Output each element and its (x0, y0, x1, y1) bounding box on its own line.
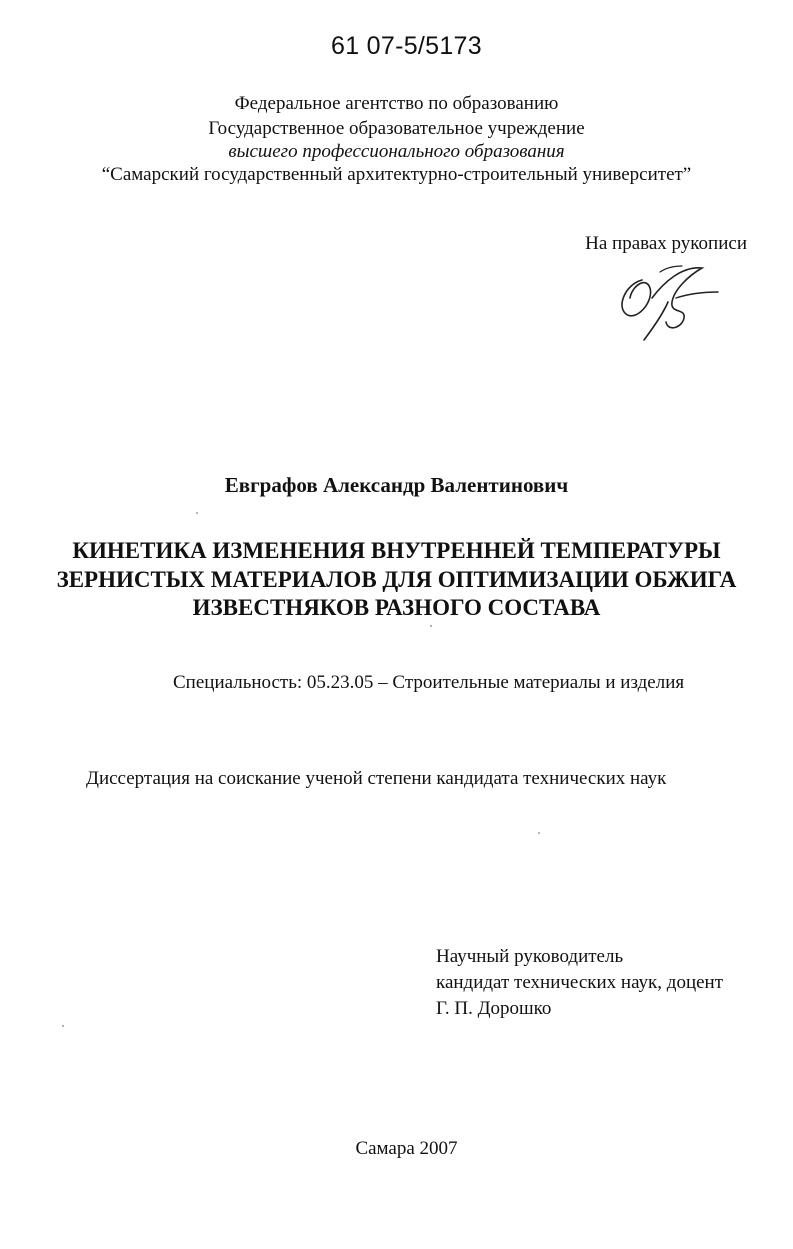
city-year: Самара 2007 (355, 1138, 458, 1159)
dissertation-note: Диссертация на соискание ученой степени кандидата технических наук (86, 768, 667, 789)
signature-stroke-1 (622, 280, 651, 316)
supervisor-role: Научный руководитель (436, 946, 624, 967)
scan-speck (62, 1025, 64, 1027)
scan-speck (538, 832, 540, 834)
dissertation-title-line-3: ИЗВЕСТНЯКОВ РАЗНОГО СОСТАВА (192, 595, 601, 620)
signature-icon (612, 262, 722, 342)
specialty: Специальность: 05.23.05 – Строительные материалы и изделия (173, 672, 685, 693)
supervisor-name: Г. П. Дорошко (436, 998, 552, 1019)
dissertation-title-line-1: КИНЕТИКА ИЗМЕНЕНИЯ ВНУТРЕННЕЙ ТЕМПЕРАТУРЫ (72, 538, 721, 563)
supervisor-degree: кандидат технических наук, доцент (436, 972, 724, 993)
organization-line-4: “Самарский государственный архитектурно-строительный университет” (101, 164, 692, 185)
organization-line-1: Федеральное агентство по образованию (234, 93, 559, 114)
organization-line-2: Государственное образовательное учреждение (208, 118, 585, 139)
author-name: Евграфов Александр Валентинович (224, 473, 569, 497)
scan-speck (430, 625, 432, 627)
dissertation-title-line-2: ЗЕРНИСТЫХ МАТЕРИАЛОВ ДЛЯ ОПТИМИЗАЦИИ ОБЖИГА (56, 567, 737, 592)
signature-stroke-3 (644, 302, 668, 340)
signature-stroke-4 (676, 292, 718, 298)
signature-stroke-5 (660, 266, 682, 272)
scan-speck (196, 512, 198, 514)
organization-line-3: высшего профессионального образования (228, 141, 565, 162)
rights-note: На правах рукописи (585, 233, 747, 254)
archive-number: 61 07-5/5173 (331, 32, 482, 60)
